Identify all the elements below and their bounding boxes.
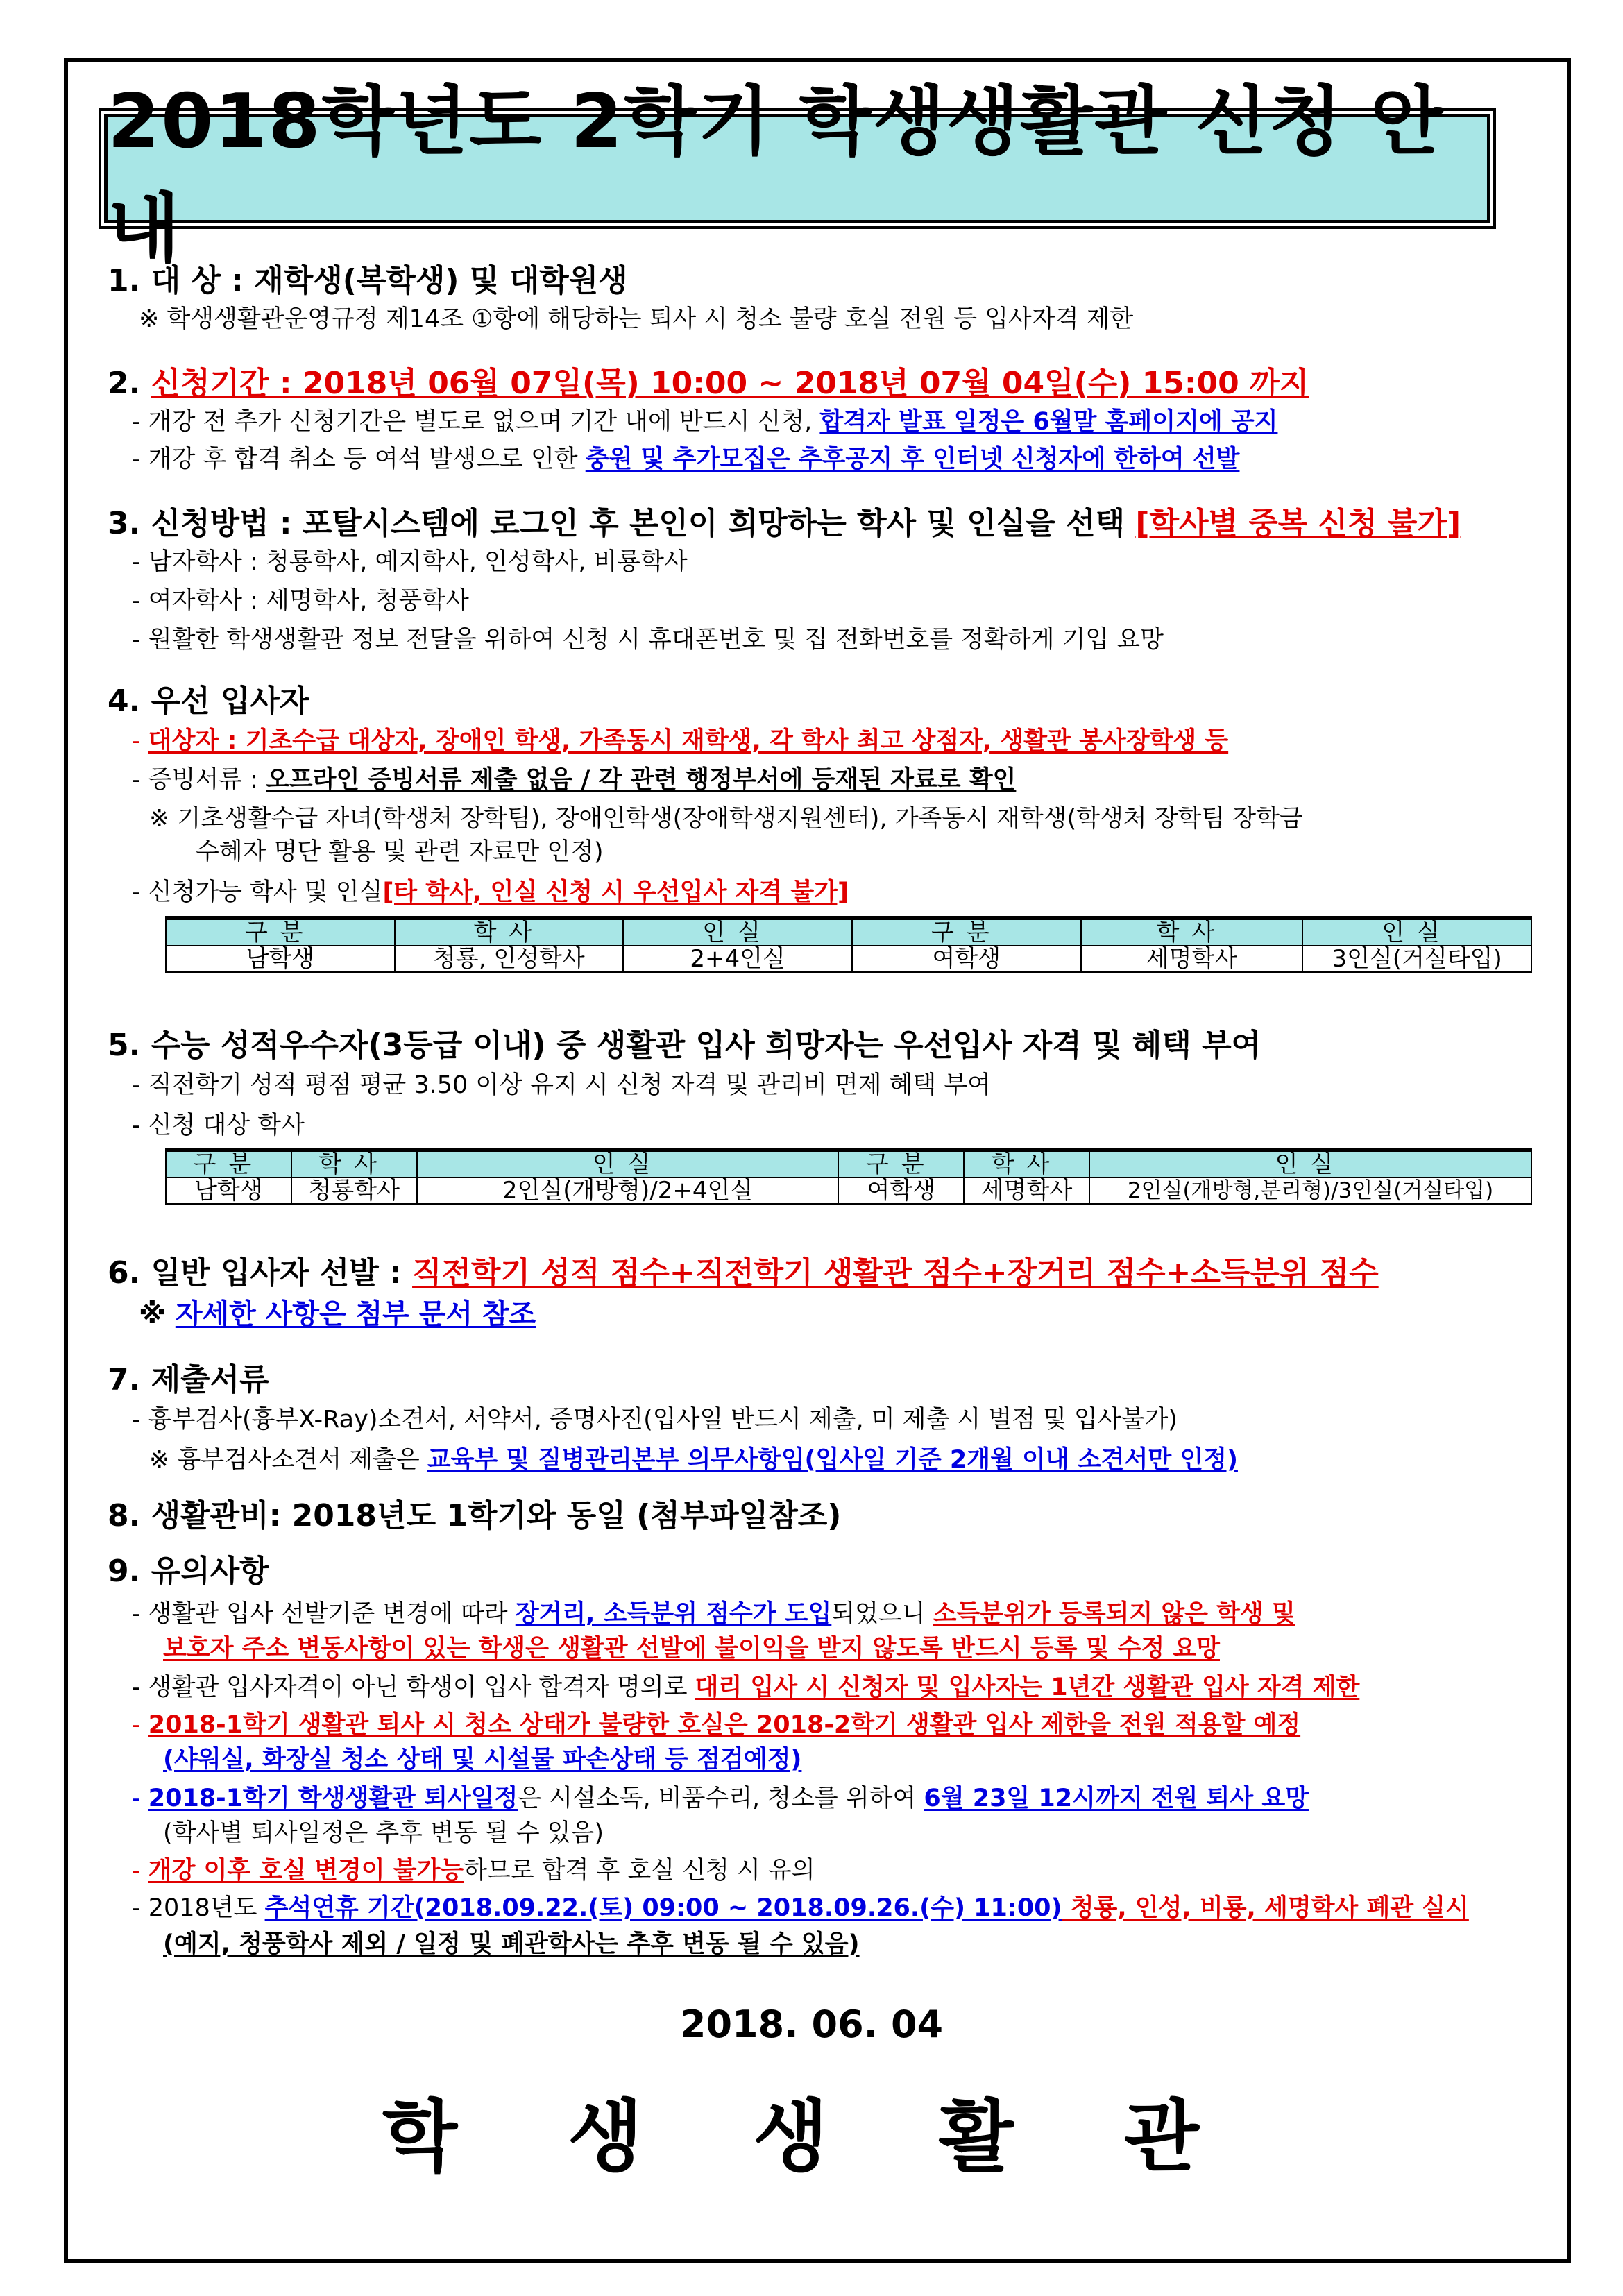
- issuer-signature: 학 생 생 활 관: [382, 2092, 1241, 2182]
- proxy-entry-warning: 대리 입사 시 신청자 및 입사자는 1년간 생활관 입사 자격 제한: [695, 1674, 1360, 1701]
- table-cell: 여학생: [852, 946, 1081, 972]
- table-header-cell: 학사: [964, 1150, 1089, 1177]
- section-9-heading: 9. 유의사항: [108, 1554, 269, 1589]
- section-2-line-1: - 개강 전 추가 신청기간은 별도로 없으며 기간 내에 반드시 신청, 합격자 발표 일정은 6월말 홈페이지에 공지: [132, 408, 1278, 436]
- section-3-line-1: - 남자학사 : 청룡학사, 예지학사, 인성학사, 비룡학사: [132, 548, 688, 576]
- section-1-heading: 1. 대 상 : 재학생(복학생) 및 대학원생: [108, 263, 628, 298]
- table-header-row: [166, 918, 1531, 946]
- additional-recruitment-note: 충원 및 추가모집은 추후공지 후 인터넷 신청자에 한하여 선발: [585, 445, 1240, 473]
- table-cell: 청룡학사: [291, 1177, 417, 1204]
- section-6-note: ※ 자세한 사항은 첨부 문서 참조: [139, 1298, 536, 1330]
- income-registration-warning: 소득분위가 등록되지 않은 학생 및: [933, 1600, 1295, 1628]
- section-4-line-3: - 신청가능 학사 및 인실[타 학사, 인실 신청 시 우선입사 자격 불가]: [132, 878, 849, 906]
- table-header-cell: 인실: [623, 918, 852, 946]
- section-1-note: ※ 학생생활관운영규정 제14조 ①항에 해당하는 퇴사 시 청소 불량 호실 전원 등 입사자격 제한: [139, 305, 1134, 333]
- cleaning-restriction-warning: 2018-1학기 생활관 퇴사 시 청소 상태가 불량한 호실은 2018-2학기 생활관 입사 제한을 전원 적용할 예정: [148, 1711, 1301, 1739]
- title-text: 2018학년도 2학기 학생생활관 신청 안내: [108, 78, 1445, 273]
- announcement-note: 합격자 발표 일정은 6월말 홈페이지에 공지: [819, 408, 1278, 436]
- holiday-period: 추석연휴 기간(2018.09.22.(토) 09:00 ~ 2018.09.26.(수) 11:00): [264, 1894, 1062, 1922]
- documents-note: 오프라인 증빙서류 제출 없음 / 각 관련 행정부서에 등재된 자료로 확인: [266, 766, 1017, 794]
- inspection-note: (샤워실, 화장실 청소 상태 및 시설물 파손상태 등 점검예정): [163, 1746, 802, 1774]
- section-5-heading: 5. 수능 성적우수자(3등급 이내) 중 생활관 입사 희망자는 우선입사 자격 및 혜택 부여: [108, 1028, 1261, 1063]
- table-header-cell: 인실: [1302, 918, 1531, 946]
- section-4-note-2: 수혜자 명단 활용 및 관련 자료만 인정): [196, 838, 604, 866]
- section-9-item-c-line-2: [163, 1743, 801, 1776]
- table-cell: 남학생: [166, 946, 395, 972]
- section-7-note: ※ 흉부검사소견서 제출은 교육부 및 질병관리본부 의무사항임(입사일 기준 2개월 이내 소견서만 인정): [149, 1446, 1238, 1474]
- section-9-item-b: - 생활관 입사자격이 아닌 학생이 입사 합격자 명의로 대리 입사 시 신청자 및 입사자는 1년간 생활관 입사 자격 제한: [132, 1674, 1360, 1701]
- section-9-item-d: - 2018-1학기 학생생활관 퇴사일정은 시설소독, 비품수리, 청소를 위하여 6월 23일 12시까지 전원 퇴사 요망: [132, 1785, 1309, 1812]
- section-9-item-f-note: (예지, 청풍학사 제외 / 일정 및 폐관학사는 추후 변동 될 수 있음): [163, 1930, 860, 1958]
- section-2-heading: 2. 신청기간 : 2018년 06월 07일(목) 10:00 ~ 2018년 07월 04일(수) 15:00 까지: [108, 366, 1309, 401]
- section-7-line-1: - 흉부검사(흉부X-Ray)소견서, 서약서, 증명사진(입사일 반드시 제출, 미 제출 시 벌점 및 입사불가): [132, 1406, 1178, 1434]
- table-header-cell: 구분: [166, 1150, 291, 1177]
- table-row: [166, 1177, 1531, 1204]
- xray-requirement: 교육부 및 질병관리본부 의무사항임(입사일 기준 2개월 이내 소견서만 인정): [427, 1446, 1238, 1474]
- priority-targets: 대상자 : 기초수급 대상자, 장애인 학생, 가족동시 재학생, 각 학사 최고 상점자, 생활관 봉사장학생 등: [148, 727, 1229, 755]
- section-9-item-a-line-2: [163, 1632, 1220, 1665]
- table-header-cell: 학사: [1081, 918, 1303, 946]
- section-8-heading: 8. 생활관비: 2018년도 1학기와 동일 (첨부파일참조): [108, 1498, 842, 1533]
- section-3-line-2: - 여자학사 : 세명학사, 청풍학사: [132, 587, 469, 615]
- section-3-heading: 3. 신청방법 : 포탈시스템에 로그인 후 본인이 희망하는 학사 및 인실을 선택 [학사별 중복 신청 불가]: [108, 506, 1461, 541]
- table-cell: 2인실(개방형)/2+4인실: [417, 1177, 839, 1204]
- section-4-line-1: - 대상자 : 기초수급 대상자, 장애인 학생, 가족동시 재학생, 각 학사 최고 상점자, 생활관 봉사장학생 등: [132, 727, 1229, 755]
- section-9-item-e: - 개강 이후 호실 변경이 불가능하므로 합격 후 호실 신청 시 유의: [132, 1857, 815, 1885]
- table-row: [166, 946, 1531, 972]
- table-header-cell: 구분: [166, 918, 395, 946]
- section-5-line-1: - 직전학기 성적 평점 평균 3.50 이상 유지 시 신청 자격 및 관리비 면제 혜택 부여: [132, 1071, 991, 1099]
- table-header-cell: 인실: [1089, 1150, 1531, 1177]
- section-9-item-a-line-1: - 생활관 입사 선발기준 변경에 따라 장거리, 소득분위 점수가 도입되었으니 소득분위가 등록되지 않은 학생 및: [132, 1600, 1295, 1628]
- priority-room-table: [165, 916, 1532, 973]
- table-cell: 남학생: [166, 1177, 291, 1204]
- table-cell: 여학생: [838, 1177, 964, 1204]
- table-header-row: [166, 1150, 1531, 1177]
- table-header-cell: 구분: [838, 1150, 964, 1177]
- table-header-cell: 구분: [852, 918, 1081, 946]
- address-update-warning: 보호자 주소 변동사항이 있는 학생은 생활관 선발에 불이익을 받지 않도록 반드시 등록 및 수정 요망: [163, 1635, 1220, 1663]
- section-9-item-d-note: (학사별 퇴사일정은 추후 변동 될 수 있음): [163, 1819, 604, 1847]
- new-score-note: 장거리, 소득분위 점수가 도입: [515, 1600, 832, 1628]
- closure-notice: 청룡, 인성, 비룡, 세명학사 폐관 실시: [1062, 1894, 1469, 1922]
- section-4-line-2: - 증빙서류 : 오프라인 증빙서류 제출 없음 / 각 관련 행정부서에 등재된 자료로 확인: [132, 766, 1017, 794]
- section-4-heading: 4. 우선 입사자: [108, 683, 309, 719]
- csat-room-table: [165, 1148, 1532, 1205]
- table-cell: 2인실(개방형,분리형)/3인실(거실타입): [1089, 1177, 1531, 1204]
- table-header-cell: 학사: [291, 1150, 417, 1177]
- table-cell: 3인실(거실타입): [1302, 946, 1531, 972]
- checkout-deadline: 6월 23일 12시까지 전원 퇴사 요망: [924, 1785, 1309, 1812]
- section-4-note-1: ※ 기초생활수급 자녀(학생처 장학팀), 장애인학생(장애학생지원센터), 가족동시 재학생(학생처 장학팀 장학금: [149, 805, 1303, 833]
- table-cell: 세명학사: [964, 1177, 1089, 1204]
- selection-criteria: 직전학기 성적 점수+직전학기 생활관 점수+장거리 점수+소득분위 점수: [412, 1255, 1379, 1291]
- attachment-reference: 자세한 사항은 첨부 문서 참조: [175, 1298, 536, 1330]
- page-title: [104, 78, 1490, 273]
- checkout-schedule: 2018-1학기 학생생활관 퇴사일정: [148, 1785, 518, 1812]
- application-period: 신청기간 : 2018년 06월 07일(목) 10:00 ~ 2018년 07월 04일(수) 15:00 까지: [151, 366, 1309, 401]
- table-cell: 세명학사: [1081, 946, 1303, 972]
- table-header-cell: 학사: [395, 918, 624, 946]
- section-9-item-c-line-1: - 2018-1학기 생활관 퇴사 시 청소 상태가 불량한 호실은 2018-2학기 생활관 입사 제한을 전원 적용할 예정: [132, 1711, 1301, 1739]
- section-6-heading: 6. 일반 입사자 선발 : 직전학기 성적 점수+직전학기 생활관 점수+장거리 점수+소득분위 점수: [108, 1255, 1379, 1291]
- duplicate-application-warning: [학사별 중복 신청 불가]: [1135, 506, 1461, 541]
- document-date: 2018. 06. 04: [679, 2002, 944, 2046]
- priority-restriction: [타 학사, 인실 신청 시 우선입사 자격 불가]: [382, 878, 849, 906]
- section-3-line-3: - 원활한 학생생활관 정보 전달을 위하여 신청 시 휴대폰번호 및 집 전화번호를 정확하게 기입 요망: [132, 626, 1164, 654]
- table-cell: 2+4인실: [623, 946, 852, 972]
- room-change-warning: 개강 이후 호실 변경이 불가능: [148, 1857, 464, 1885]
- section-5-line-2: - 신청 대상 학사: [132, 1112, 305, 1139]
- section-9-item-f: - 2018년도 추석연휴 기간(2018.09.22.(토) 09:00 ~ 2018.09.26.(수) 11:00) 청룡, 인성, 비룡, 세명학사 폐관 실시: [132, 1894, 1469, 1922]
- section-2-line-2: - 개강 후 합격 취소 등 여석 발생으로 인한 충원 및 추가모집은 추후공지 후 인터넷 신청자에 한하여 선발: [132, 445, 1240, 473]
- table-cell: 청룡, 인성학사: [395, 946, 624, 972]
- section-7-heading: 7. 제출서류: [108, 1362, 269, 1397]
- table-header-cell: 인실: [417, 1150, 839, 1177]
